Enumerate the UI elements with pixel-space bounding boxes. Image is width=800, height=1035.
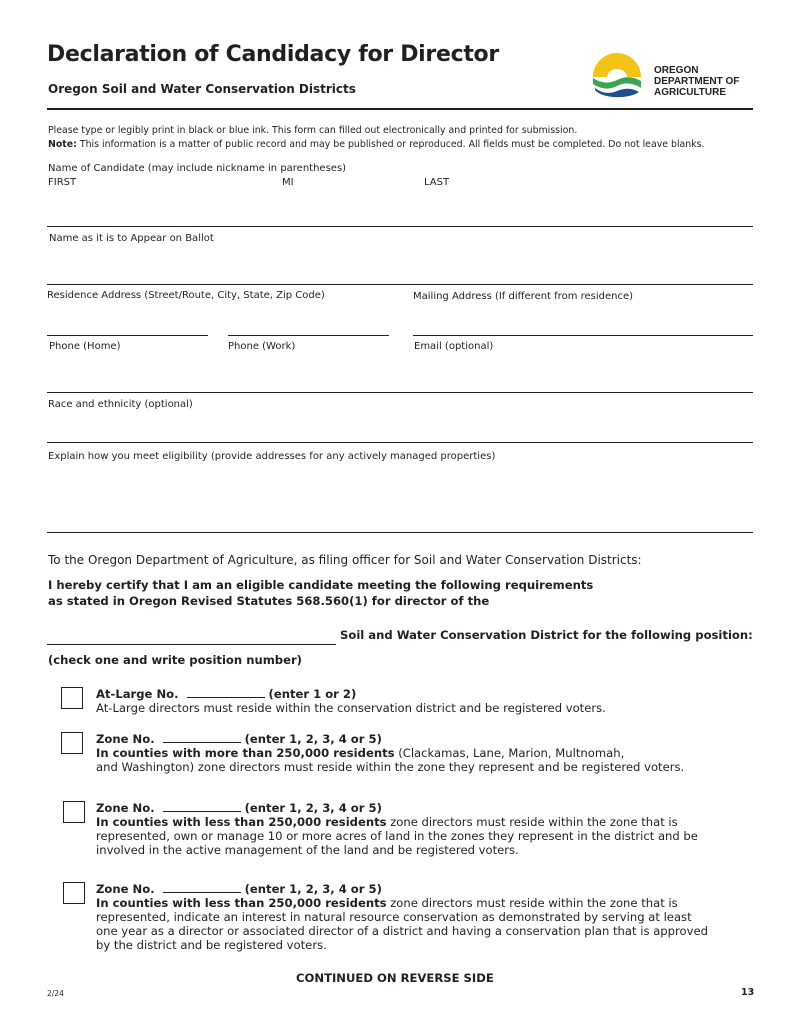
race-ethnicity-label: Race and ethnicity (optional) (48, 399, 193, 410)
at-large-checkbox[interactable] (61, 687, 83, 709)
race-ethnicity-line (47, 442, 753, 443)
logo-line-3: AGRICULTURE (654, 87, 727, 98)
zone-small-county-conservation-checkbox[interactable] (63, 882, 85, 904)
ballot-name-line (47, 284, 753, 285)
first-name-input[interactable] (48, 205, 273, 223)
candidate-name-line (47, 226, 753, 227)
continued-notice: CONTINUED ON REVERSE SIDE (296, 971, 494, 985)
zone-small-county-conservation-desc-3: one year as a director or associated director of a district and having a conservation plan that is approved (96, 924, 708, 938)
zone-small-county-conservation-desc: zone directors must reside within the zone that is (386, 896, 678, 910)
eligibility-label: Explain how you meet eligibility (provide addresses for any actively managed properties) (48, 451, 496, 462)
first-name-label: FIRST (48, 177, 77, 188)
zone-small-county-conservation-desc-bold: In counties with less than 250,000 residents (96, 896, 387, 910)
zone-large-county-number-blank[interactable] (163, 731, 241, 743)
form-title: Declaration of Candidacy for Director (47, 42, 499, 67)
certify-line-1: I hereby certify that I am an eligible candidate meeting the following requirements (48, 578, 594, 592)
note-label: Note: (48, 139, 77, 150)
zone-small-county-land-desc-bold: In counties with less than 250,000 residents (96, 815, 387, 829)
middle-initial-label: MI (282, 177, 294, 188)
mailing-address-input[interactable] (413, 314, 749, 332)
page-number: 13 (741, 987, 755, 998)
at-large-option (96, 686, 606, 715)
note-text: This information is a matter of public record and may be published or reproduced. All fields must be completed. Do not leave blanks. (76, 139, 705, 150)
zone-small-county-land-desc-2: represented, own or manage 10 or more acres of land in the zones they represent in the district and be (96, 829, 698, 843)
zone-small-county-land-title: Zone No. (96, 801, 155, 815)
header-divider (47, 108, 753, 110)
certify-line-2: as stated in Oregon Revised Statutes 568.560(1) for director of the (48, 594, 490, 608)
mailing-address-label: Mailing Address (If different from residence) (413, 291, 634, 302)
instructions-note (48, 139, 705, 150)
at-large-title: At-Large No. (96, 687, 179, 701)
eligibility-line (47, 532, 753, 533)
zone-large-county-desc: (Clackamas, Lane, Marion, Multnomah, (394, 746, 625, 760)
residence-address-input[interactable] (47, 314, 387, 332)
zone-large-county-desc-2: and Washington) zone directors must reside within the zone they represent and be registered voters. (96, 760, 685, 774)
race-ethnicity-input[interactable] (48, 421, 748, 439)
phone-work-label: Phone (Work) (228, 341, 296, 352)
eligibility-textarea[interactable] (48, 467, 748, 529)
phone-email-line (47, 392, 753, 393)
zone-large-county-title: Zone No. (96, 732, 155, 746)
at-large-number-blank[interactable] (187, 686, 265, 698)
last-name-label: LAST (424, 177, 450, 188)
zone-small-county-conservation-option (96, 881, 708, 952)
addressee-text: To the Oregon Department of Agriculture, as filing officer for Soil and Water Conservation Districts: (48, 553, 642, 567)
at-large-enter-hint: (enter 1 or 2) (268, 687, 357, 701)
last-name-input[interactable] (424, 205, 749, 223)
zone-small-county-land-enter-hint: (enter 1, 2, 3, 4 or 5) (244, 801, 382, 815)
zone-small-county-land-number-blank[interactable] (163, 800, 241, 812)
phone-home-label: Phone (Home) (49, 341, 121, 352)
email-input[interactable] (414, 371, 749, 389)
revision-date: 2/24 (47, 989, 64, 998)
zone-small-county-conservation-enter-hint: (enter 1, 2, 3, 4 or 5) (244, 882, 382, 896)
mailing-address-line (413, 335, 753, 336)
phone-home-input[interactable] (48, 371, 213, 389)
district-suffix-text: Soil and Water Conservation District for the following position: (340, 628, 753, 642)
residence-line-1 (47, 335, 208, 336)
oda-logo-icon (591, 50, 643, 98)
logo-line-1: OREGON (654, 65, 699, 76)
zone-large-county-checkbox[interactable] (61, 732, 83, 754)
zone-small-county-land-option (96, 800, 698, 857)
email-label: Email (optional) (414, 341, 494, 352)
zone-small-county-conservation-title: Zone No. (96, 882, 155, 896)
ballot-name-label: Name as it is to Appear on Ballot (49, 233, 214, 244)
candidate-name-label: Name of Candidate (may include nickname in parentheses) (48, 163, 347, 174)
zone-small-county-land-desc: zone directors must reside within the zone that is (386, 815, 678, 829)
district-name-line (47, 644, 336, 645)
check-instruction: (check one and write position number) (48, 653, 302, 667)
zone-small-county-conservation-desc-2: represented, indicate an interest in natural resource conservation as demonstrated by serving at least (96, 910, 692, 924)
ballot-name-input[interactable] (48, 263, 748, 281)
residence-line-2 (228, 335, 389, 336)
zone-small-county-conservation-desc-4: by the district and be registered voters. (96, 938, 327, 952)
form-subtitle: Oregon Soil and Water Conservation Districts (48, 82, 356, 96)
middle-initial-input[interactable] (282, 205, 412, 223)
zone-small-county-conservation-number-blank[interactable] (163, 881, 241, 893)
zone-large-county-desc-bold: In counties with more than 250,000 residents (96, 746, 395, 760)
zone-large-county-enter-hint: (enter 1, 2, 3, 4 or 5) (244, 732, 382, 746)
oda-logo-text (654, 65, 739, 98)
residence-address-label: Residence Address (Street/Route, City, State, Zip Code) (47, 290, 325, 301)
zone-small-county-land-checkbox[interactable] (63, 801, 85, 823)
instructions-line: Please type or legibly print in black or blue ink. This form can filled out electronically and printed for submission. (48, 125, 578, 136)
phone-work-input[interactable] (228, 371, 398, 389)
district-name-input[interactable] (47, 625, 332, 643)
at-large-description: At-Large directors must reside within the conservation district and be registered voters. (96, 701, 606, 715)
zone-large-county-option (96, 731, 684, 774)
zone-small-county-land-desc-3: involved in the active management of the land and be registered voters. (96, 843, 519, 857)
logo-line-2: DEPARTMENT OF (654, 76, 740, 87)
